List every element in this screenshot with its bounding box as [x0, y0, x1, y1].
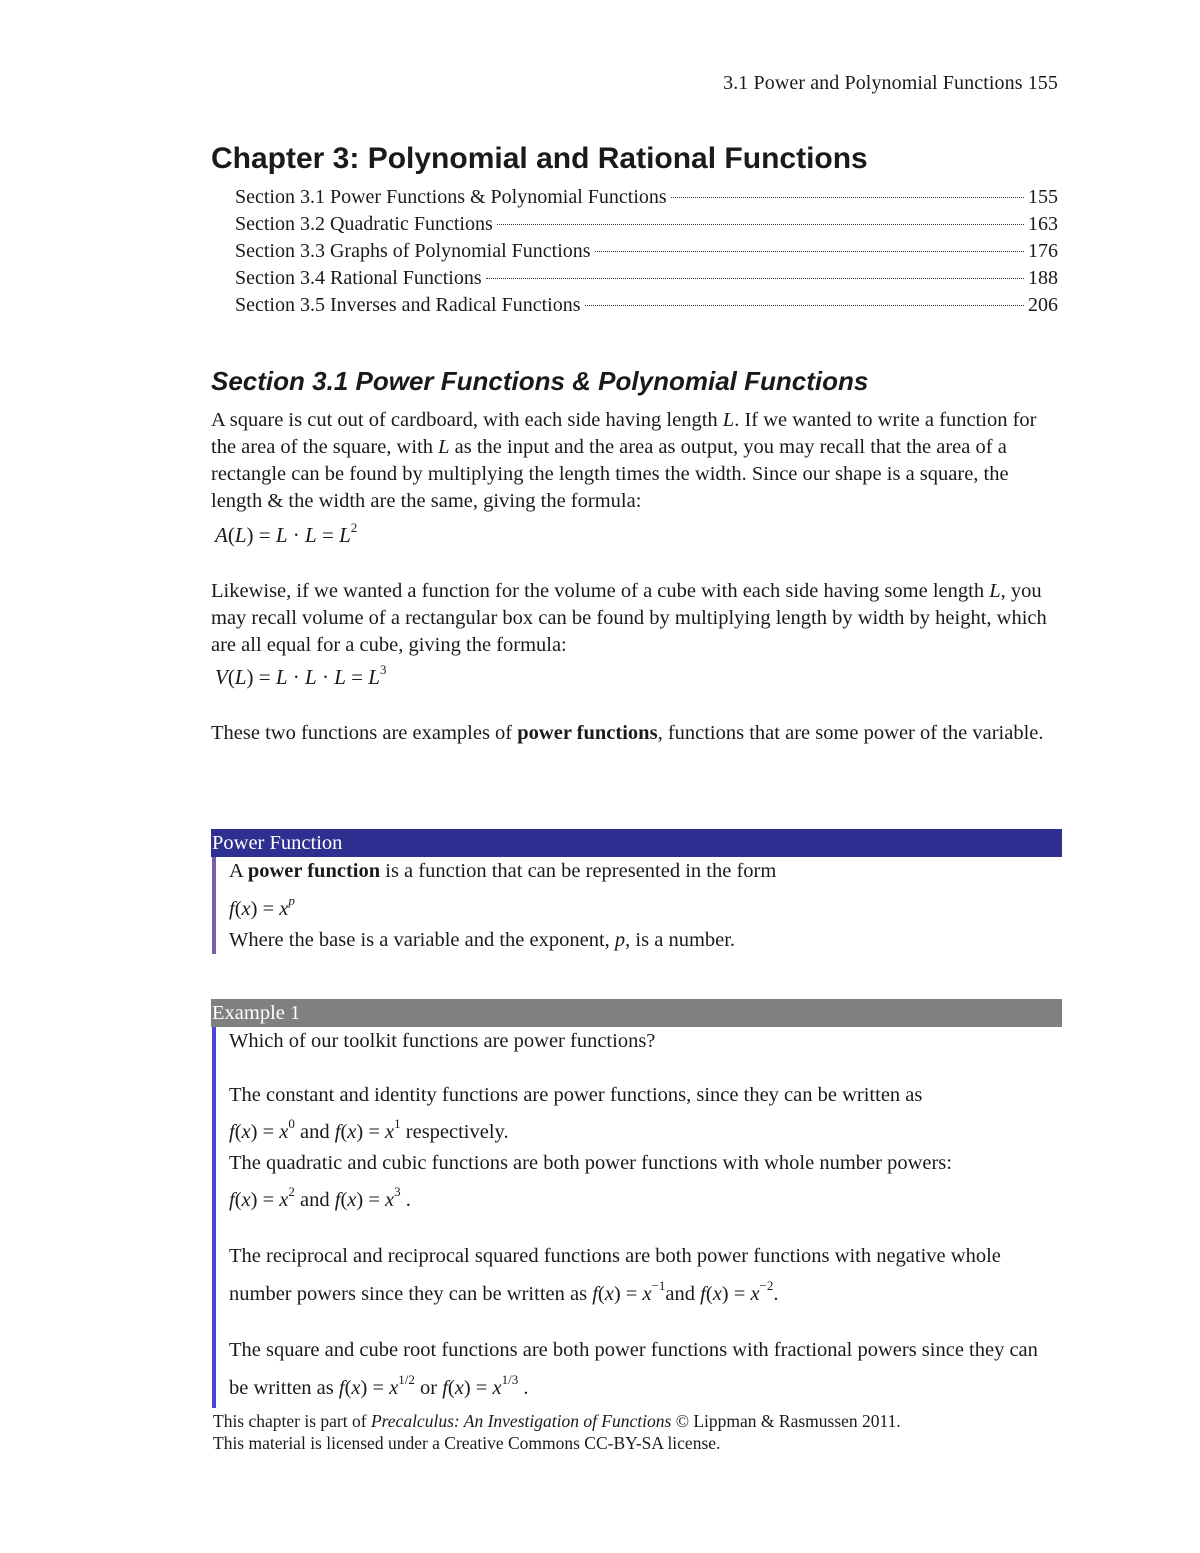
footer-line: This material is licensed under a Creative Commons CC-BY-SA license.: [213, 1433, 721, 1453]
toc-dot-leader: [497, 224, 1024, 225]
toc-dot-leader: [486, 278, 1024, 279]
example-answer-formulas: $f(x) = x^2$ and $f(x) = x^3$ .: [229, 1183, 411, 1211]
running-header: 3.1 Power and Polynomial Functions 155: [723, 72, 1058, 94]
example-answer-text: The reciprocal and reciprocal squared functions are both power functions with negative whole number powers since they can be written as $f(x) = x^{-1}and$ $f(x) = x^{-2}$.: [229, 1244, 1001, 1305]
toc-entry-page: 188: [1028, 267, 1058, 289]
toc-entry[interactable]: [235, 265, 1058, 292]
definition-box-power-function: [211, 829, 1062, 954]
definition-line: Where the base is a variable and the exponent, p, is a number.: [229, 928, 736, 951]
example-box-header: Example 1: [211, 999, 1062, 1027]
toc-entry[interactable]: [235, 184, 1058, 211]
paragraph-cube-volume: Likewise, if we wanted a function for the volume of a cube with each side having some length L, you may recall volume of a rectangular box can be found by multiplying length by width by height, which are all equal for a cube, giving the formula:: [211, 580, 1047, 656]
section-title: Section 3.1 Power Functions & Polynomial Functions: [211, 366, 869, 396]
definition-box-body: [212, 857, 1062, 954]
formula-volume: $V(L) = L \cdot L \cdot L = L^3$: [215, 662, 387, 689]
example-answer-text: The constant and identity functions are power functions, since they can be written as: [229, 1084, 923, 1106]
toc-entry-label: Section 3.1 Power Functions & Polynomial Functions: [235, 186, 667, 208]
example-box: [211, 999, 1062, 1408]
formula-area: $A(L) = L \cdot L = L^2$: [215, 520, 358, 547]
toc-entry-label: Section 3.3 Graphs of Polynomial Functions: [235, 240, 591, 262]
toc-dot-leader: [595, 251, 1024, 252]
footer-line: This chapter is part of Precalculus: An Investigation of Functions © Lippman & Rasmussen 2011.: [213, 1411, 901, 1431]
paragraph-square-area: A square is cut out of cardboard, with each side having length L. If we wanted to write a function for the area of the square, with L as the input and the area as output, you may recall that the area of a rectangle can be found by multiplying the length times the width. Since our shape is a square, the length & the width are the same, giving the formula:: [211, 409, 1037, 512]
toc-entry[interactable]: [235, 211, 1058, 238]
toc-dot-leader: [671, 197, 1024, 198]
toc-entry-page: 155: [1028, 186, 1058, 208]
toc-entry-label: Section 3.4 Rational Functions: [235, 267, 482, 289]
chapter-title: Chapter 3: Polynomial and Rational Functions: [211, 142, 868, 175]
toc-entry-page: 163: [1028, 213, 1058, 235]
toc-entry-label: Section 3.5 Inverses and Radical Functions: [235, 294, 581, 316]
license-footer: [213, 1410, 901, 1454]
toc-entry-label: Section 3.2 Quadratic Functions: [235, 213, 493, 235]
example-answer-formulas: $f(x) = x^0$ and $f(x) = x^1$ respectively.: [229, 1116, 509, 1143]
definition-line: A power function is a function that can be represented in the form: [229, 860, 777, 882]
toc-entry[interactable]: [235, 238, 1058, 265]
table-of-contents: [235, 184, 1058, 319]
toc-entry-page: 206: [1028, 294, 1058, 316]
paragraph-power-intro: These two functions are examples of power functions, functions that are some power of the variable.: [211, 722, 1044, 744]
example-box-body: [212, 1027, 1062, 1408]
toc-entry-page: 176: [1028, 240, 1058, 262]
example-answer-text: The square and cube root functions are both power functions with fractional powers since they can be written as $f(x) = x^{1/2}$ or $f(x) = x^{1/3}$ .: [229, 1339, 1038, 1400]
toc-dot-leader: [585, 305, 1025, 306]
definition-formula: $f(x) = x^p$: [229, 893, 295, 920]
example-question: Which of our toolkit functions are power functions?: [229, 1030, 656, 1052]
example-answer-text: The quadratic and cubic functions are both power functions with whole number powers:: [229, 1151, 952, 1174]
definition-box-header: Power Function: [211, 829, 1062, 857]
toc-entry[interactable]: [235, 292, 1058, 319]
